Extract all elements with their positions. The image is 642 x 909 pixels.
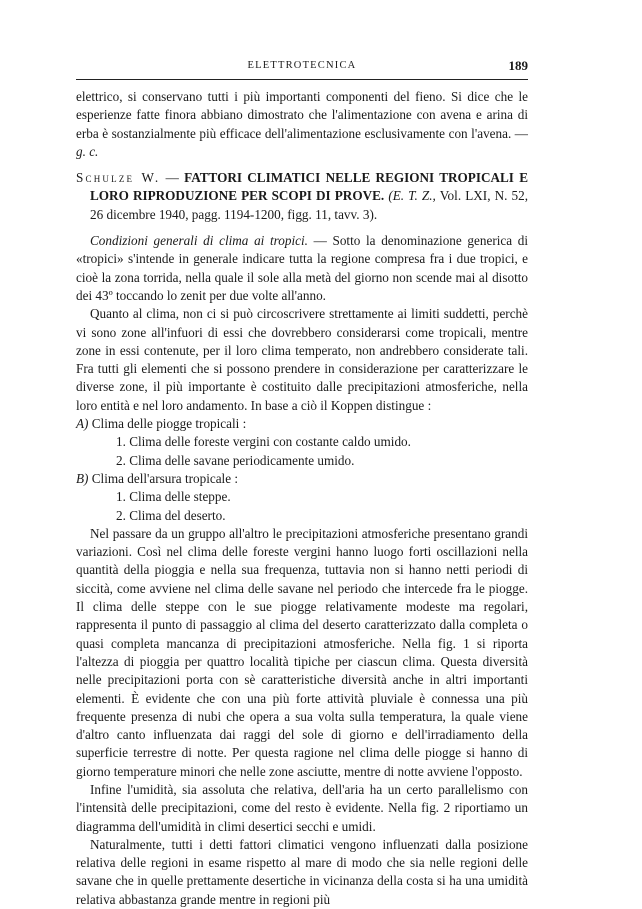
- article-reference: Vol. LXI, N. 52, 26 dicembre 1940, pagg. 1194-1200, figg. 11, tavv. 3).: [90, 188, 529, 222]
- class-a-item-1: 1. Clima delle foreste vergini con costante caldo umido.: [116, 434, 411, 450]
- intro-text: elettrico, si conservano tutti i più importanti componenti del fieno. Si dice che le esperienze fatte finora abbiano dimostrato che l'alimentazione con avena e arina di erba è sostanzialmente più efficace dell'alimentazione esclusivamente con l'avena. —: [76, 89, 528, 141]
- spacer: [76, 224, 528, 232]
- class-b-label: Clima dell'arsura tropicale :: [91, 470, 239, 486]
- class-b-item-2: 2. Clima del deserto.: [116, 507, 226, 523]
- article-dash: —: [160, 170, 185, 186]
- class-a-marker: A): [76, 416, 89, 432]
- running-title: ELETTROTECNICA: [247, 60, 357, 71]
- article-journal: (E. T. Z.,: [388, 188, 436, 204]
- class-a: [76, 415, 528, 433]
- paragraph-precipitation: Nel passare da un gruppo all'altro le precipitazioni atmosferiche presentano grandi variazioni. Così nel clima delle foreste vergini hanno luogo forti oscillazioni nella quantità della pioggia e nella sua frequenza, tuttavia non si hanno netti periodi di siccità, come avviene nel clima delle savane nel periodo che intercede fra le piogge. Il clima delle steppe con le sue piogge relativamente modeste ma regolari, rappresenta il punto di passaggio al clima del deserto caratterizzato dalla completa o quasi completa mancanza di precipitazioni atmosferiche. Nella fig. 1 si riporta l'altezza di pioggia per quattro località tipiche per ciascun clima. Questa diversità nelle precipitazioni porta con sè caratteristiche diversità anche in altri importanti elementi. È evidente che con una più forte attività pluviale è connessa una più frequente presenza di nubi che opera a sua volta sulla temperatura, la quale viene d'altro canto influenzata dai raggi del sole di giorno e dell'irradiamento della superficie terrestre di notte. Per questa ragione nel clima delle piogge si hanno di giorno temperature minori che nelle zone asciutte, mentre di notte avviene l'opposto.: [76, 525, 528, 779]
- article-title: FATTORI CLIMATICI NELLE REGIONI TROPICALI E LORO RIPRODUZIONE PER SCOPI DI PROVE.: [90, 170, 529, 204]
- section-paragraph: [76, 232, 528, 305]
- paragraph-humidity: Infine l'umidità, sia assoluta che relativa, dell'aria ha un certo parallelismo con l'intensità delle precipitazioni, come del resto è evidente. Nella fig. 2 riportiamo un diagramma dell'umidità in climi desertici secchi e umidi.: [76, 781, 528, 834]
- class-a-item-2: 2. Clima delle savane periodicamente umido.: [116, 452, 355, 468]
- section-heading: Condizioni generali di clima ai tropici.: [90, 233, 308, 249]
- page-header: [76, 58, 528, 78]
- article-citation: [76, 169, 528, 224]
- article-author: Schulze W.: [76, 170, 161, 186]
- class-b-item-1: 1. Clima delle steppe.: [116, 489, 231, 505]
- section-text: — Sotto la denominazione generica di «tropici» s'intende in generale indicare tutta la regione compresa fra i due tropici, e cioè la zona torrida, nella quale il sole alla metà del giorno non scende mai al disotto dei 43º toccando lo zenit per due volte all'anno.: [76, 233, 529, 303]
- body-text: [76, 88, 528, 909]
- header-rule: [76, 79, 528, 80]
- page-number: 189: [508, 58, 528, 73]
- spacer: [76, 161, 528, 169]
- intro-signature: g. c.: [76, 143, 99, 159]
- class-a-label: Clima delle piogge tropicali :: [91, 416, 247, 432]
- intro-paragraph: [76, 88, 528, 161]
- class-b-marker: B): [76, 470, 89, 486]
- paragraph-climate-zones: Quanto al clima, non ci si può circoscrivere strettamente ai limiti suddetti, perchè vi sono zone all'infuori di essi che dovrebbero considerarsi come tropicali, mentre zone in essi contenute, per il loro clima temperato, non andrebbero considerate tali. Fra tutti gli elementi che si possono prendere in considerazione per caratterizzare le diverse zone, il più importante è costituito dalle precipitazioni atmosferiche, nella loro entità e nel loro andamento. In base a ciò il Koppen distingue :: [76, 306, 528, 413]
- class-b: [76, 470, 528, 488]
- paragraph-position: Naturalmente, tutti i detti fattori climatici vengono influenzati dalla posizione relativa delle regioni in esame rispetto al mare di modo che sia nelle regioni delle savane che in quelle prettamente desertiche in vicinanza della costa si ha una umidità relativa abbastanza grande mentre in regioni più: [76, 836, 528, 907]
